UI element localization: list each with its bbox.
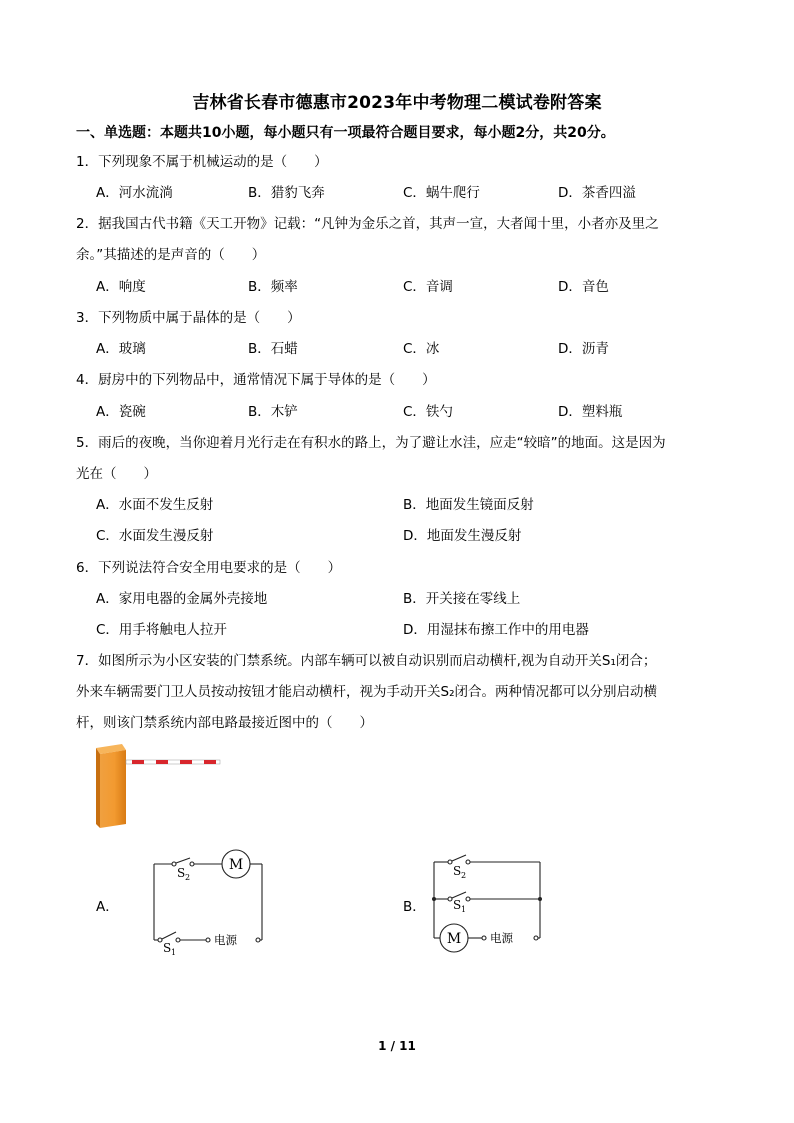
q2-option-b: B．频率 (248, 279, 298, 295)
q4-option-c: C．铁勺 (403, 404, 453, 420)
section-heading: 一、单选题：本题共10小题，每小题只有一项最符合题目要求，每小题2分，共20分。 (76, 125, 615, 141)
question-7-stem-line3: 杆，则该门禁系统内部电路最接近图中的（ ） (76, 715, 373, 731)
q5-option-d: D．地面发生漫反射 (403, 528, 522, 544)
q4-option-b: B．木铲 (248, 404, 298, 420)
question-1-stem: 1．下列现象不属于机械运动的是（ ） (76, 154, 328, 170)
q7-option-b: B． (403, 899, 426, 915)
q7-option-a: A． (96, 899, 119, 915)
q3-option-b: B．石蜡 (248, 341, 298, 357)
q1-option-b: B．猎豹飞奔 (248, 185, 325, 201)
q2-option-c: C．音调 (403, 279, 453, 295)
circuit-diagram-a (140, 846, 280, 958)
q3-option-a: A．玻璃 (96, 341, 146, 357)
page-number: 1 / 11 (378, 1039, 416, 1053)
q1-option-a: A．河水流淌 (96, 185, 173, 201)
switch-s1-label-b: S (453, 898, 462, 912)
q4-option-d: D．塑料瓶 (558, 404, 623, 420)
q1-option-c: C．蜗牛爬行 (403, 185, 480, 201)
q3-option-c: C．冰 (403, 341, 440, 357)
barrier-gate-image (92, 744, 226, 830)
question-7-stem-line1: 7．如图所示为小区安装的门禁系统。内部车辆可以被自动识别而启动横杆,视为自动开关S₁闭合； (76, 653, 657, 669)
question-5-stem-line2: 光在（ ） (76, 466, 157, 482)
q2-option-a: A．响度 (96, 279, 146, 295)
power-label-b: 电源 (490, 931, 513, 945)
q6-option-b: B．开关接在零线上 (403, 591, 521, 607)
question-3-stem: 3．下列物质中属于晶体的是（ ） (76, 310, 301, 326)
switch-s1-label-a: S (163, 941, 172, 955)
question-2-stem-line1: 2．据我国古代书籍《天工开物》记载：“凡钟为金乐之首，其声一宣，大者闻十里，小者亦及里之 (76, 216, 659, 232)
motor-label-a: M (228, 857, 244, 873)
circuit-diagram-b (420, 846, 560, 958)
q5-option-c: C．水面发生漫反射 (96, 528, 214, 544)
switch-s1-subscript-b: 1 (461, 905, 467, 914)
switch-s2-subscript-a: 2 (185, 873, 191, 882)
question-2-stem-line2: 余。”其描述的是声音的（ ） (76, 247, 266, 263)
q5-option-a: A．水面不发生反射 (96, 497, 214, 513)
question-4-stem: 4．厨房中的下列物品中，通常情况下属于导体的是（ ） (76, 372, 436, 388)
q1-option-d: D．茶香四溢 (558, 185, 636, 201)
q6-option-a: A．家用电器的金属外壳接地 (96, 591, 268, 607)
question-5-stem-line1: 5．雨后的夜晚，当你迎着月光行走在有积水的路上，为了避让水洼，应走“较暗”的地面。这是因为 (76, 435, 666, 451)
q6-option-d: D．用湿抹布擦工作中的用电器 (403, 622, 589, 638)
switch-s2-label-a: S (177, 866, 186, 880)
q4-option-a: A．瓷碗 (96, 404, 146, 420)
q6-option-c: C．用手将触电人拉开 (96, 622, 227, 638)
question-7-stem-line2: 外来车辆需要门卫人员按动按钮才能启动横杆，视为手动开关S₂闭合。两种情况都可以分别启动横 (76, 684, 657, 700)
page-title: 吉林省长春市德惠市2023年中考物理二模试卷附答案 (192, 93, 602, 113)
q3-option-d: D．沥青 (558, 341, 609, 357)
switch-s2-subscript-b: 2 (461, 871, 467, 880)
question-6-stem: 6．下列说法符合安全用电要求的是（ ） (76, 560, 342, 576)
switch-s2-label-b: S (453, 864, 462, 878)
switch-s1-subscript-a: 1 (171, 948, 177, 957)
q2-option-d: D．音色 (558, 279, 609, 295)
power-label-a: 电源 (214, 933, 237, 947)
motor-label-b: M (446, 931, 462, 947)
q5-option-b: B．地面发生镜面反射 (403, 497, 534, 513)
